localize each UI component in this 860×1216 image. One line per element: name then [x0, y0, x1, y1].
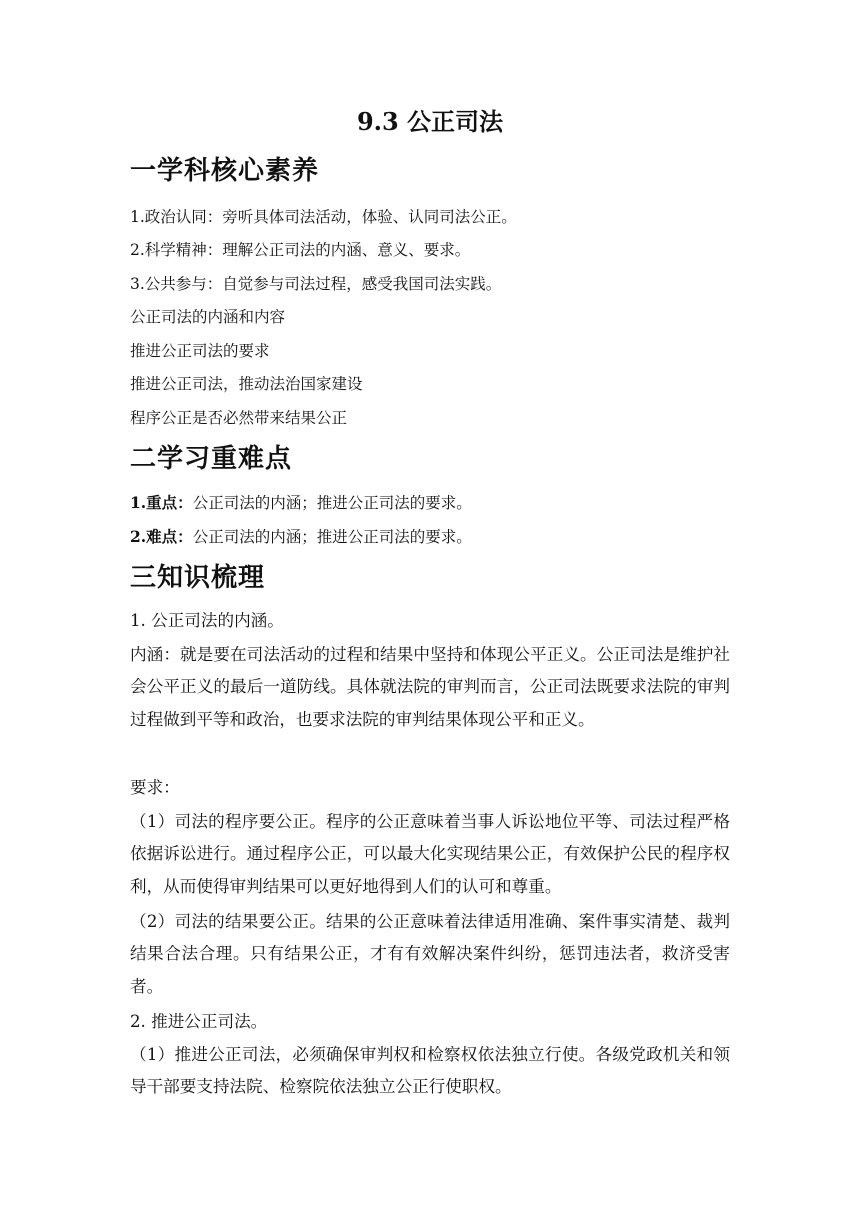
- knowledge-paragraph: 内涵：就是要在司法活动的过程和结果中坚持和体现公平正义。公正司法是维护社会公平正义的最后一道防线。具体就法院的审判而言，公正司法既要求法院的审判过程做到平等和政治，也要求法院的审判结果体现公平和正义。: [130, 645, 730, 729]
- key-point-item: [130, 492, 730, 514]
- literacy-item: 2.科学精神：理解公正司法的内涵、意义、要求。: [130, 241, 471, 259]
- knowledge-paragraph: 1. 公正司法的内涵。: [130, 611, 284, 630]
- difficult-point-item: [130, 526, 730, 548]
- document-title: 9.3 公正司法: [356, 107, 504, 136]
- difficult-point-text: 公正司法的内涵；推进公正司法的要求。: [192, 528, 472, 546]
- section-heading-key-points: 二学习重难点: [130, 444, 293, 474]
- topic-item: 推进公正司法，推动法治国家建设: [130, 375, 363, 393]
- knowledge-paragraph: （1）推进公正司法，必须确保审判权和检察权依法独立行使。各级党政机关和领导干部要支持法院、检察院依法独立公正行使职权。: [130, 1045, 730, 1097]
- key-point-text: 公正司法的内涵；推进公正司法的要求。: [192, 494, 472, 512]
- knowledge-paragraph: （2）司法的结果要公正。结果的公正意味着法律适用准确、案件事实清楚、裁判结果合法合理。只有结果公正，才有有效解决案件纠纷，惩罚违法者，救济受害者。: [130, 912, 730, 996]
- topic-item: 公正司法的内涵和内容: [130, 308, 286, 326]
- section-heading-core-literacy: 一学科核心素养: [130, 156, 320, 186]
- literacy-item: 3.公共参与：自觉参与司法过程，感受我国司法实践。: [130, 275, 502, 293]
- key-point-label: 1.重点：: [130, 493, 193, 512]
- section-heading-knowledge: 三知识梳理: [130, 563, 266, 593]
- topic-item: 推进公正司法的要求: [130, 342, 270, 360]
- knowledge-paragraph: 要求：: [130, 778, 180, 797]
- knowledge-paragraph: 2. 推进公正司法。: [130, 1012, 268, 1031]
- difficult-point-label: 2.难点：: [130, 527, 193, 546]
- literacy-item: 1.政治认同：旁听具体司法活动，体验、认同司法公正。: [130, 208, 517, 226]
- knowledge-paragraph: （1）司法的程序要公正。程序的公正意味着当事人诉讼地位平等、司法过程严格依据诉讼进行。通过程序公正，可以最大化实现结果公正，有效保护公民的程序权利，从而使得审判结果可以更好地得到人们的认可和尊重。: [130, 812, 730, 896]
- topic-item: 程序公正是否必然带来结果公正: [130, 409, 348, 427]
